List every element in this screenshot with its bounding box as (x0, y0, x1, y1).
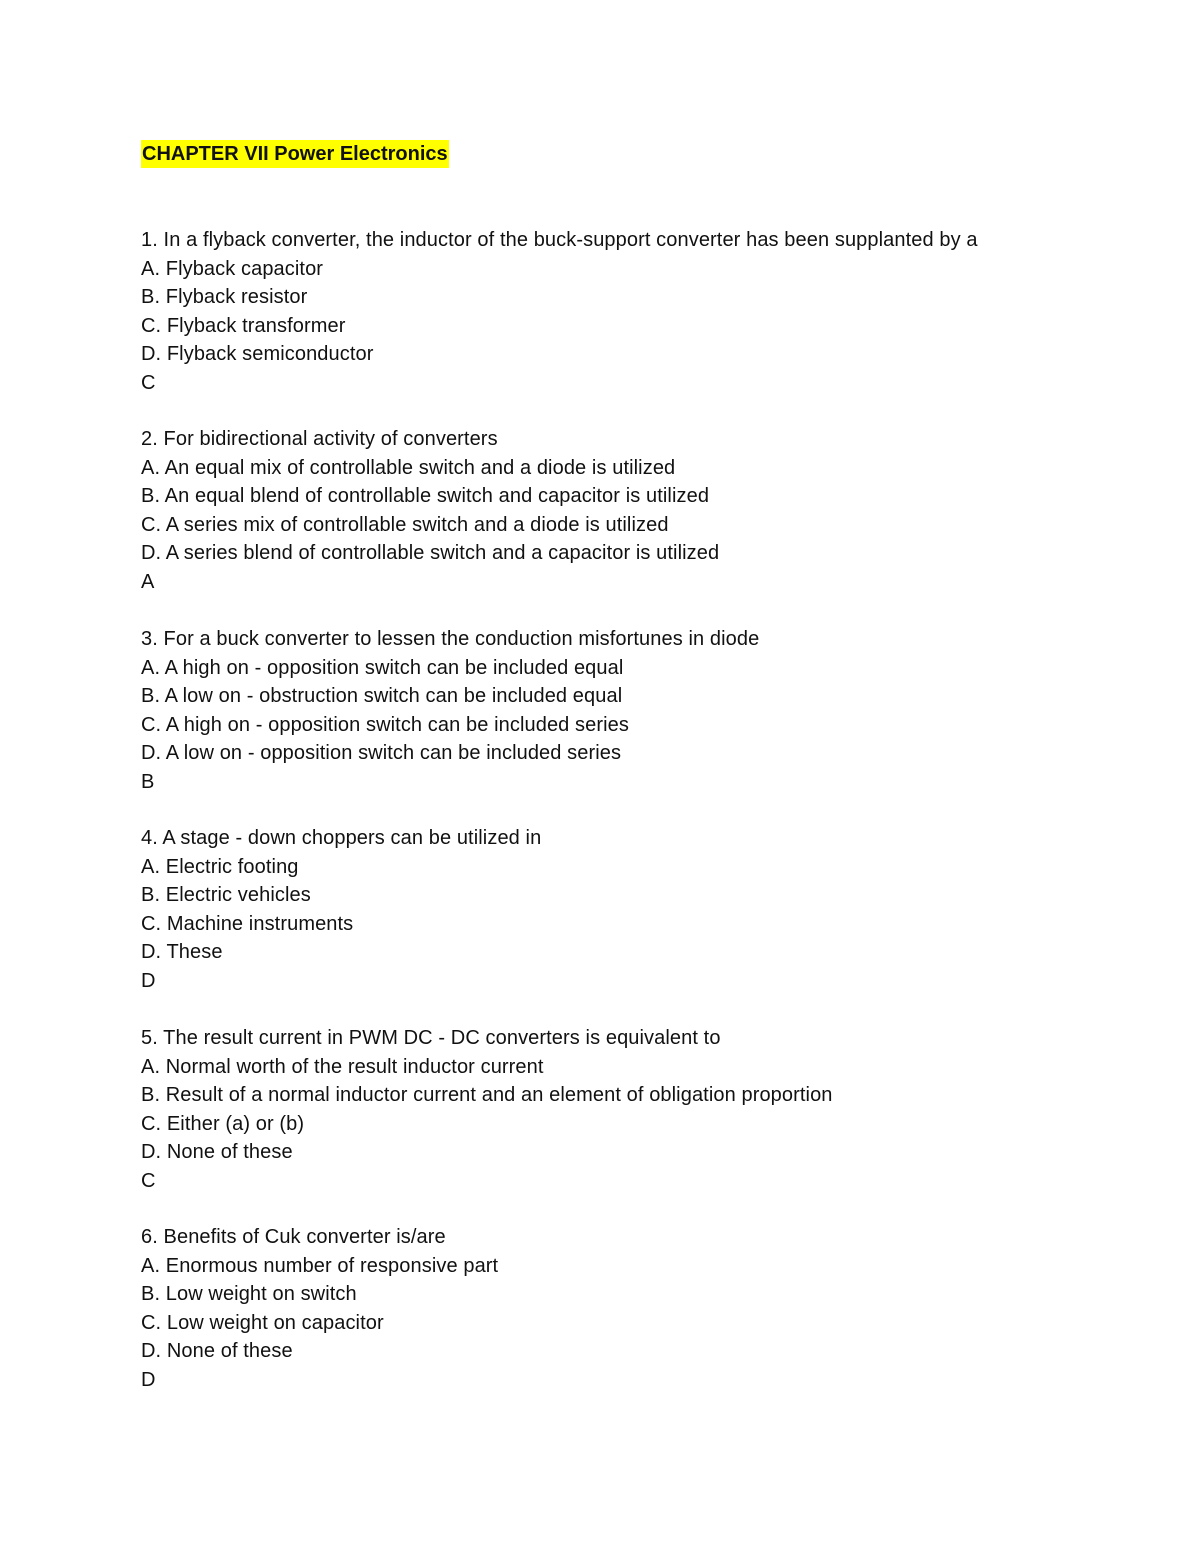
option-a: A. Electric footing (141, 855, 299, 878)
question-5 (141, 1024, 1141, 1195)
option-a: A. Enormous number of responsive part (141, 1254, 499, 1277)
answer: D (141, 969, 156, 992)
option-c: C. Low weight on capacitor (141, 1311, 384, 1334)
answer: C (141, 1169, 156, 1192)
option-b: B. Low weight on switch (141, 1283, 357, 1305)
question-4 (141, 824, 1141, 995)
answer: B (141, 770, 155, 793)
question-stem: 6. Benefits of Cuk converter is/are (141, 1226, 446, 1248)
question-stem: 5. The result current in PWM DC - DC converters is equivalent to (141, 1027, 721, 1049)
option-d: D. A low on - opposition switch can be included series (141, 742, 622, 764)
option-d: D. These (141, 941, 223, 963)
option-d: D. A series blend of controllable switch and a capacitor is utilized (141, 542, 720, 564)
question-6 (141, 1223, 1141, 1394)
option-c: C. Either (a) or (b) (141, 1112, 305, 1135)
option-b: B. Electric vehicles (141, 884, 311, 906)
document-title-text: CHAPTER VII Power Electronics (142, 143, 448, 165)
option-c: C. A series mix of controllable switch and a diode is utilized (141, 513, 669, 536)
option-b: B. Result of a normal inductor current and an element of obligation proportion (141, 1084, 833, 1106)
answer: C (141, 371, 156, 394)
question-stem: 1. In a flyback converter, the inductor of the buck-support converter has been supplanted by a (141, 229, 978, 251)
question-stem: 3. For a buck converter to lessen the conduction misfortunes in diode (141, 628, 760, 650)
option-b: B. An equal blend of controllable switch and capacitor is utilized (141, 485, 710, 507)
option-a: A. A high on - opposition switch can be included equal (141, 656, 624, 679)
question-stem: 4. A stage - down choppers can be utilized in (141, 827, 542, 849)
option-c: C. Machine instruments (141, 912, 354, 935)
option-b: B. Flyback resistor (141, 286, 308, 308)
option-c: C. A high on - opposition switch can be included series (141, 713, 630, 736)
option-c: C. Flyback transformer (141, 314, 346, 337)
option-a: A. Flyback capacitor (141, 257, 324, 280)
option-a: A. An equal mix of controllable switch and a diode is utilized (141, 456, 676, 479)
option-d: D. None of these (141, 1141, 293, 1163)
question-2 (141, 425, 1141, 596)
option-a: A. Normal worth of the result inductor current (141, 1055, 544, 1078)
document-title (141, 140, 449, 168)
answer: D (141, 1368, 156, 1391)
option-b: B. A low on - obstruction switch can be included equal (141, 685, 623, 707)
question-stem: 2. For bidirectional activity of converters (141, 428, 498, 450)
question-1 (141, 226, 1141, 397)
option-d: D. Flyback semiconductor (141, 343, 374, 365)
answer: A (141, 570, 155, 593)
question-3 (141, 625, 1141, 796)
option-d: D. None of these (141, 1340, 293, 1362)
